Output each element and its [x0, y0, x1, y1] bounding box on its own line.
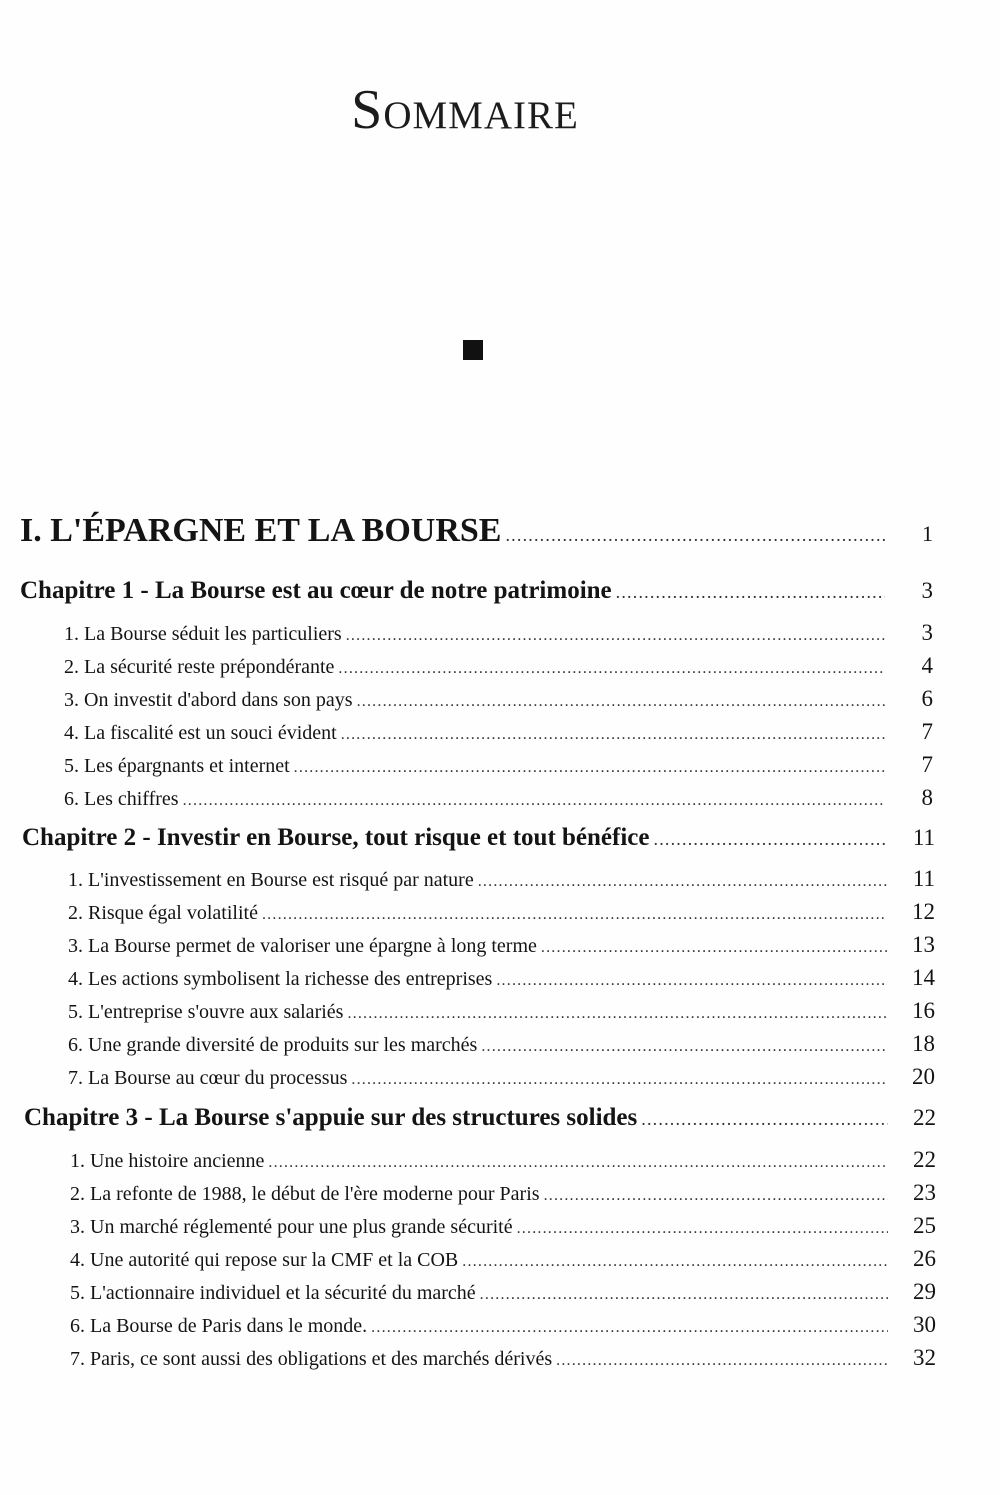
toc-section-page: 3	[921, 620, 933, 645]
toc-section	[68, 932, 935, 958]
toc-chapter-page: 11	[912, 825, 935, 850]
toc-section	[70, 1246, 936, 1272]
toc-section	[64, 620, 933, 646]
leader-dots	[357, 693, 885, 711]
toc-section-page: 18	[912, 1031, 935, 1056]
toc-section-label: 1. L'investissement en Bourse est risqué par nature	[68, 869, 474, 891]
toc-section-page: 14	[912, 965, 935, 990]
leader-dots	[544, 1187, 888, 1205]
toc-section-label: 2. La sécurité reste prépondérante	[64, 656, 335, 678]
toc-section-page: 8	[921, 785, 933, 810]
toc-section-label: 6. La Bourse de Paris dans le monde.	[70, 1315, 368, 1337]
toc-section-page: 7	[921, 752, 933, 777]
toc-section-label: 4. La fiscalité est un souci évident	[64, 722, 337, 744]
toc-part-page: 1	[922, 521, 933, 546]
toc-chapter-label: Chapitre 2 - Investir en Bourse, tout risque et tout bénéfice	[22, 824, 650, 851]
toc-section-page: 26	[913, 1246, 936, 1271]
leader-dots	[294, 759, 885, 777]
leader-dots	[262, 906, 887, 924]
black-square-ornament-icon	[463, 340, 483, 360]
leader-dots	[268, 1154, 888, 1172]
leader-dots	[505, 525, 885, 546]
toc-part-1	[20, 512, 933, 550]
leader-dots	[496, 972, 887, 990]
toc-section	[70, 1312, 936, 1338]
toc-chapter-page: 22	[913, 1105, 936, 1130]
toc-section-label: 3. Un marché réglementé pour une plus grande sécurité	[70, 1216, 513, 1238]
leader-dots	[616, 582, 885, 603]
toc-section	[70, 1279, 936, 1305]
leader-dots	[541, 939, 887, 957]
toc-section	[64, 752, 933, 778]
toc-section	[64, 785, 933, 811]
toc-section-label: 5. L'actionnaire individuel et la sécurité du marché	[70, 1282, 476, 1304]
leader-dots	[462, 1253, 888, 1271]
toc-section	[70, 1213, 936, 1239]
toc-section-label: 6. Les chiffres	[64, 788, 179, 810]
toc-section-label: 3. On investit d'abord dans son pays	[64, 689, 353, 711]
leader-dots	[347, 1005, 887, 1023]
toc-section-page: 29	[913, 1279, 936, 1304]
toc-section	[70, 1345, 936, 1371]
leader-dots	[481, 1038, 887, 1056]
toc-section-label: 2. La refonte de 1988, le début de l'ère moderne pour Paris	[70, 1183, 540, 1205]
toc-section-page: 25	[913, 1213, 936, 1238]
toc-section-label: 5. L'entreprise s'ouvre aux salariés	[68, 1001, 344, 1023]
toc-chapter-2	[22, 824, 935, 852]
toc-section-page: 7	[921, 719, 933, 744]
toc-chapter-3	[24, 1104, 936, 1132]
toc-section	[64, 653, 933, 679]
toc-section-page: 11	[912, 866, 935, 891]
toc-section	[68, 998, 935, 1024]
toc-section-label: 7. La Bourse au cœur du processus	[68, 1067, 348, 1089]
toc-section-label: 1. Une histoire ancienne	[70, 1150, 265, 1172]
toc-section-page: 4	[921, 653, 933, 678]
toc-chapter-1	[20, 577, 933, 605]
toc-section	[68, 899, 935, 925]
toc-chapter-label: Chapitre 3 - La Bourse s'appuie sur des structures solides	[24, 1104, 638, 1131]
toc-section-page: 32	[913, 1345, 936, 1370]
toc-section-page: 23	[913, 1180, 936, 1205]
toc-section-page: 13	[912, 932, 935, 957]
toc-section-page: 22	[913, 1147, 936, 1172]
toc-section-page: 6	[921, 686, 933, 711]
toc-section	[64, 719, 933, 745]
toc-section	[68, 1031, 935, 1057]
toc-section	[70, 1147, 936, 1173]
toc-section	[68, 866, 935, 892]
leader-dots	[556, 1352, 888, 1370]
toc-section-label: 7. Paris, ce sont aussi des obligations et des marchés dérivés	[70, 1348, 553, 1370]
toc-section-label: 3. La Bourse permet de valoriser une épargne à long terme	[68, 935, 537, 957]
leader-dots	[346, 627, 885, 645]
toc-section	[70, 1180, 936, 1206]
leader-dots	[351, 1071, 887, 1089]
leader-dots	[654, 829, 888, 850]
toc-section-page: 16	[912, 998, 935, 1023]
page-title: Sommaire	[351, 79, 579, 141]
toc-section-label: 1. La Bourse séduit les particuliers	[64, 623, 342, 645]
toc-section-label: 4. Les actions symbolisent la richesse des entreprises	[68, 968, 493, 990]
leader-dots	[341, 726, 885, 744]
toc-section-page: 12	[912, 899, 935, 924]
leader-dots	[478, 873, 887, 891]
leader-dots	[371, 1319, 888, 1337]
leader-dots	[183, 792, 885, 810]
leader-dots	[480, 1286, 888, 1304]
toc-part-label: I. L'ÉPARGNE ET LA BOURSE	[20, 512, 502, 549]
toc-section	[68, 1064, 935, 1090]
toc-section	[64, 686, 933, 712]
leader-dots	[517, 1220, 888, 1238]
leader-dots	[338, 660, 885, 678]
toc-section-label: 2. Risque égal volatilité	[68, 902, 258, 924]
toc-chapter-label: Chapitre 1 - La Bourse est au cœur de notre patrimoine	[20, 577, 612, 604]
toc-section-label: 5. Les épargnants et internet	[64, 755, 290, 777]
toc-section-page: 20	[912, 1064, 935, 1089]
toc-section-page: 30	[913, 1312, 936, 1337]
leader-dots	[641, 1109, 888, 1130]
toc-chapter-page: 3	[921, 578, 933, 603]
toc-section	[68, 965, 935, 991]
toc-section-label: 4. Une autorité qui repose sur la CMF et la COB	[70, 1249, 459, 1271]
toc-section-label: 6. Une grande diversité de produits sur les marchés	[68, 1034, 478, 1056]
